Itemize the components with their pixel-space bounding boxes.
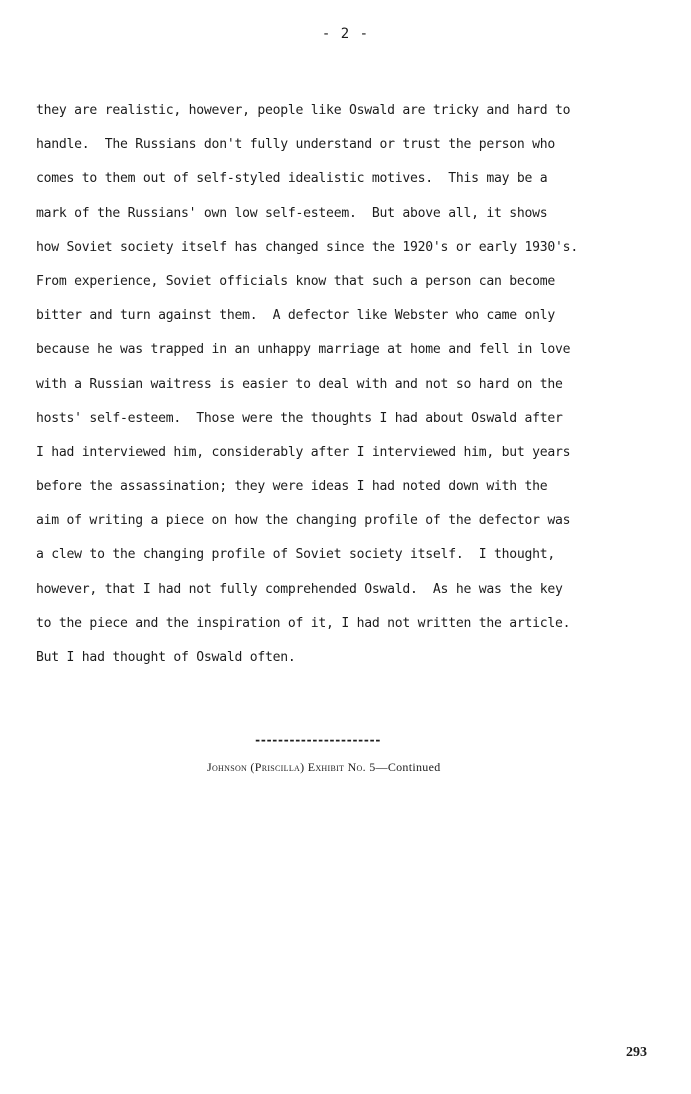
text-line: to the piece and the inspiration of it, I had not written the article. (36, 615, 571, 631)
text-line: But I had thought of Oswald often. (36, 650, 296, 665)
caption-number: No. 5 (347, 760, 376, 774)
page-marker: - 2 - (321, 26, 370, 42)
text-line: they are realistic, however, people like Oswald are tricky and hard to (36, 103, 571, 118)
body-text (36, 94, 656, 675)
text-line: a clew to the changing profile of Soviet society itself. I thought, (36, 547, 556, 563)
text-line: hosts' self-esteem. Those were the thoughts I had about Oswald after (36, 410, 563, 426)
text-line: bitter and turn against them. A defector like Webster who came only (36, 308, 556, 324)
text-line: because he was trapped in an unhappy marriage at home and fell in love (36, 342, 571, 358)
text-line: I had interviewed him, considerably after I interviewed him, but years (36, 444, 571, 460)
text-line: From experience, Soviet officials know that such a person can become (36, 273, 556, 289)
text-line: before the assassination; they were ideas I had noted down with the (36, 479, 548, 495)
text-line: mark of the Russians' own low self-esteem. But above all, it shows (36, 205, 548, 221)
text-line: however, that I had not fully comprehended Oswald. As he was the key (36, 581, 563, 597)
text-line: how Soviet society itself has changed since the 1920's or early 1930's. (36, 239, 578, 255)
section-separator: ---------------------- (254, 733, 380, 747)
text-line: aim of writing a piece on how the changing profile of the defector was (36, 513, 571, 529)
caption-continued: —Continued (375, 760, 441, 774)
exhibit-caption (207, 760, 441, 775)
page-number: 293 (626, 1045, 647, 1060)
caption-name: Johnson (207, 760, 248, 774)
text-line: comes to them out of self-styled idealistic motives. This may be a (36, 171, 548, 187)
caption-paren: (Priscilla) (250, 760, 305, 774)
text-line: with a Russian waitress is easier to deal with and not so hard on the (36, 376, 563, 392)
text-line: handle. The Russians don't fully understand or trust the person who (36, 137, 556, 153)
caption-exhibit: Exhibit (307, 760, 345, 774)
